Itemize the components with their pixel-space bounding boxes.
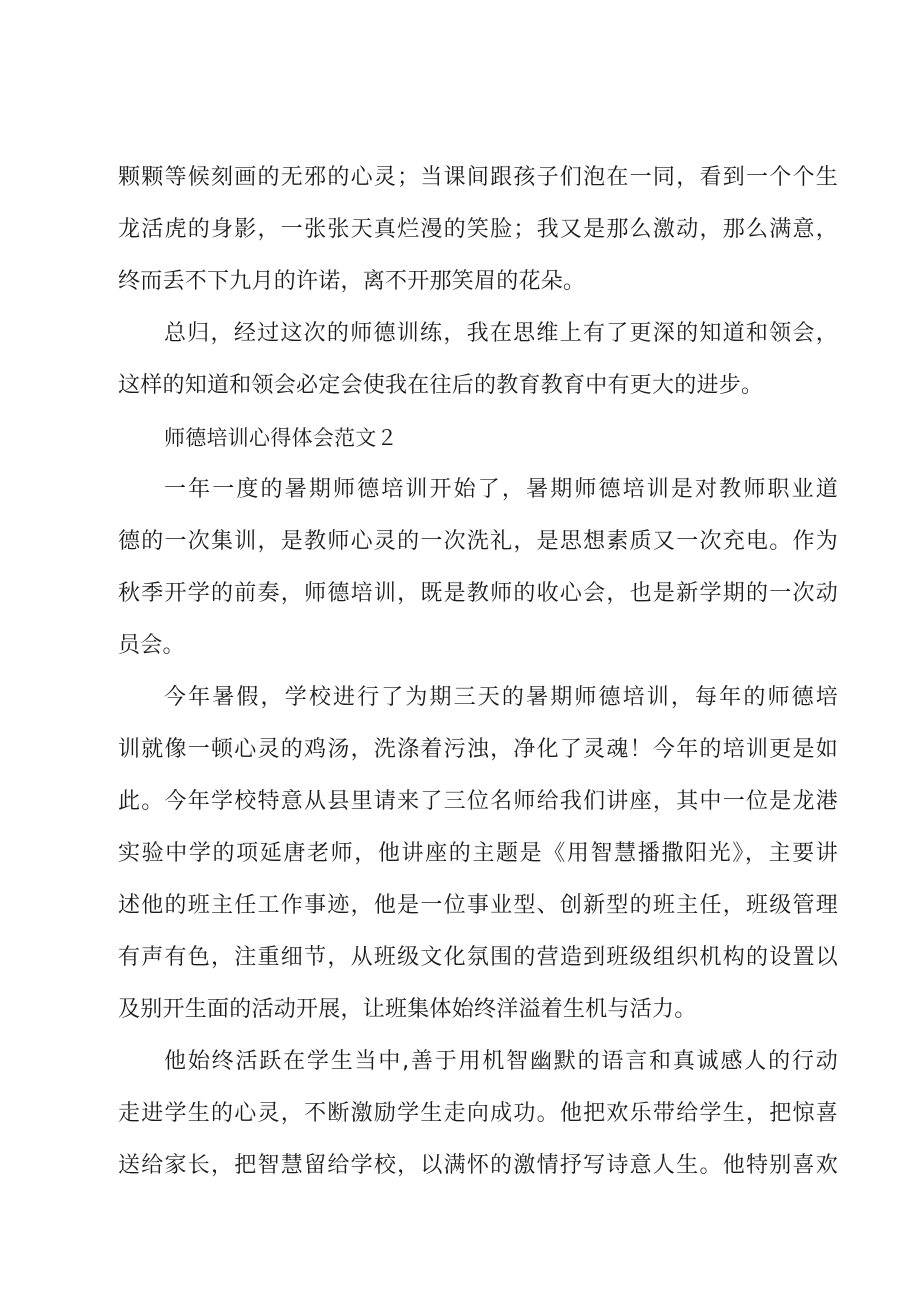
text-line: 送给家长，把智慧留给学校，以满怀的激情抒写诗意人生。他特别喜欢 [118,1153,838,1178]
document-body [118,152,838,1192]
text-line: 实验中学的项延唐老师，他讲座的主题是《用智慧播撒阳光》，主要讲 [118,841,838,866]
text-line: 训就像一顿心灵的鸡汤，洗涤着污浊，净化了灵魂！今年的培训更是如 [118,737,838,762]
text-line: 一年一度的暑期师德培训开始了，暑期师德培训是对教师职业道 [164,477,838,502]
text-line: 龙活虎的身影，一张张天真烂漫的笑脸；我又是那么激动，那么满意， [118,217,838,242]
text-line: 秋季开学的前奏，师德培训，既是教师的收心会，也是新学期的一次动 [118,581,838,606]
text-line: 走进学生的心灵，不断激励学生走向成功。他把欢乐带给学生，把惊喜 [118,1101,838,1126]
section-heading: 师德培训心得体会范文２ [164,426,398,450]
text-line: 颗颗等候刻画的无邪的心灵；当课间跟孩子们泡在一同，看到一个个生 [118,165,838,190]
text-line: 这样的知道和领会必定会使我在往后的教育教育中有更大的进步。 [118,373,764,398]
text-line: 今年暑假，学校进行了为期三天的暑期师德培训，每年的师德培 [164,685,838,710]
text-line: 德的一次集训，是教师心灵的一次洗礼，是思想素质又一次充电。作为 [118,529,838,554]
text-line: 述他的班主任工作事迹，他是一位事业型、创新型的班主任，班级管理 [118,893,838,918]
text-line: 终而丢不下九月的许诺，离不开那笑眉的花朵。 [118,269,586,294]
text-line: 及别开生面的活动开展，让班集体始终洋溢着生机与活力。 [118,997,697,1022]
text-line: 员会。 [118,633,185,658]
text-line: 此。今年学校特意从县里请来了三位名师给我们讲座，其中一位是龙港 [118,789,838,814]
text-line: 有声有色，注重细节，从班级文化氛围的营造到班级组织机构的设置以 [118,945,838,970]
text-line: 他始终活跃在学生当中,善于用机智幽默的语言和真诚感人的行动 [164,1049,838,1074]
text-line: 总归，经过这次的师德训练，我在思维上有了更深的知道和领会， [164,321,838,346]
